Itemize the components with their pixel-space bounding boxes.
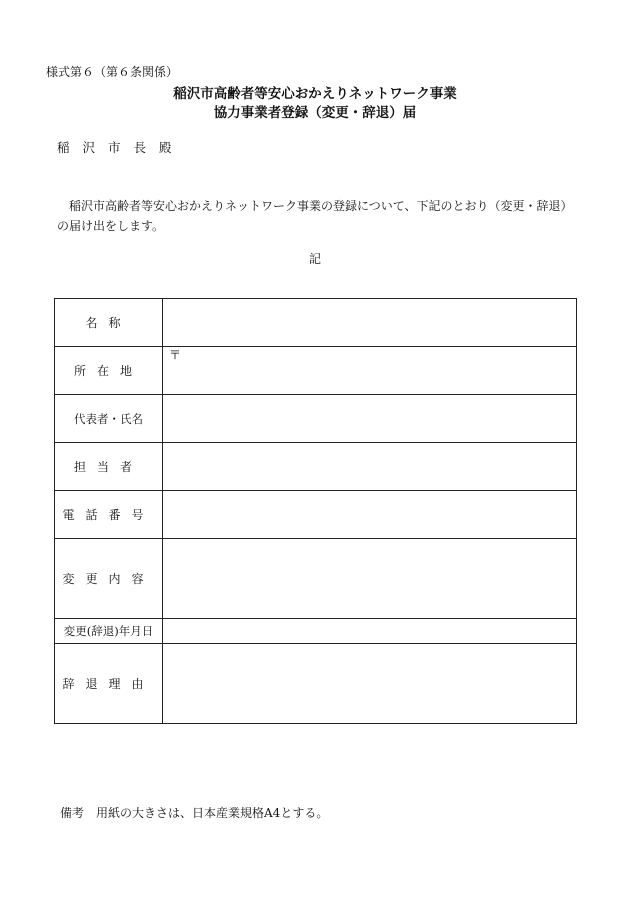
contact-person-field[interactable]: [163, 443, 577, 491]
table-row-change-date: [55, 619, 577, 644]
label-phone: 電話番号: [55, 491, 163, 539]
form-number: 様式第６（第６条関係）: [46, 65, 179, 79]
change-date-field[interactable]: [163, 619, 577, 644]
body-text: 稲沢市高齢者等安心おかえりネットワーク事業の登録について、下記のとおり（変更・辞退）の届け出をします。: [57, 199, 573, 233]
representative-field[interactable]: [163, 395, 577, 443]
addressee: 稲沢市長殿: [57, 140, 185, 155]
note-label: 備考: [60, 806, 85, 820]
label-change-date: 変更(辞退)年月日: [55, 619, 163, 644]
table-row-contact-person: [55, 443, 577, 491]
label-contact-person: 担当者: [55, 443, 163, 491]
phone-field[interactable]: [163, 491, 577, 539]
form-title-line2: 協力事業者登録（変更・辞退）届: [213, 105, 417, 121]
change-details-field[interactable]: [163, 539, 577, 619]
label-change-details: 変更内容: [55, 539, 163, 619]
label-name: 名称: [55, 299, 163, 347]
note-text: 用紙の大きさは、日本産業規格A4とする。: [96, 806, 329, 820]
table-row-withdrawal-reason: [55, 644, 577, 724]
ki-heading: 記: [308, 252, 321, 266]
table-row-name: [55, 299, 577, 347]
label-representative: 代表者・氏名: [55, 395, 163, 443]
table-row-address: [55, 347, 577, 395]
note: [60, 805, 328, 821]
table-row-phone: [55, 491, 577, 539]
postal-mark-icon: 〒: [169, 348, 182, 362]
form-title-line1: 稲沢市高齢者等安心おかえりネットワーク事業: [173, 86, 457, 102]
label-withdrawal-reason: 辞退理由: [55, 644, 163, 724]
registration-table: [54, 298, 577, 724]
table-row-change-details: [55, 539, 577, 619]
address-field[interactable]: [163, 347, 577, 395]
label-address: 所在地: [55, 347, 163, 395]
name-field[interactable]: [163, 299, 577, 347]
table-row-representative: [55, 395, 577, 443]
withdrawal-reason-field[interactable]: [163, 644, 577, 724]
